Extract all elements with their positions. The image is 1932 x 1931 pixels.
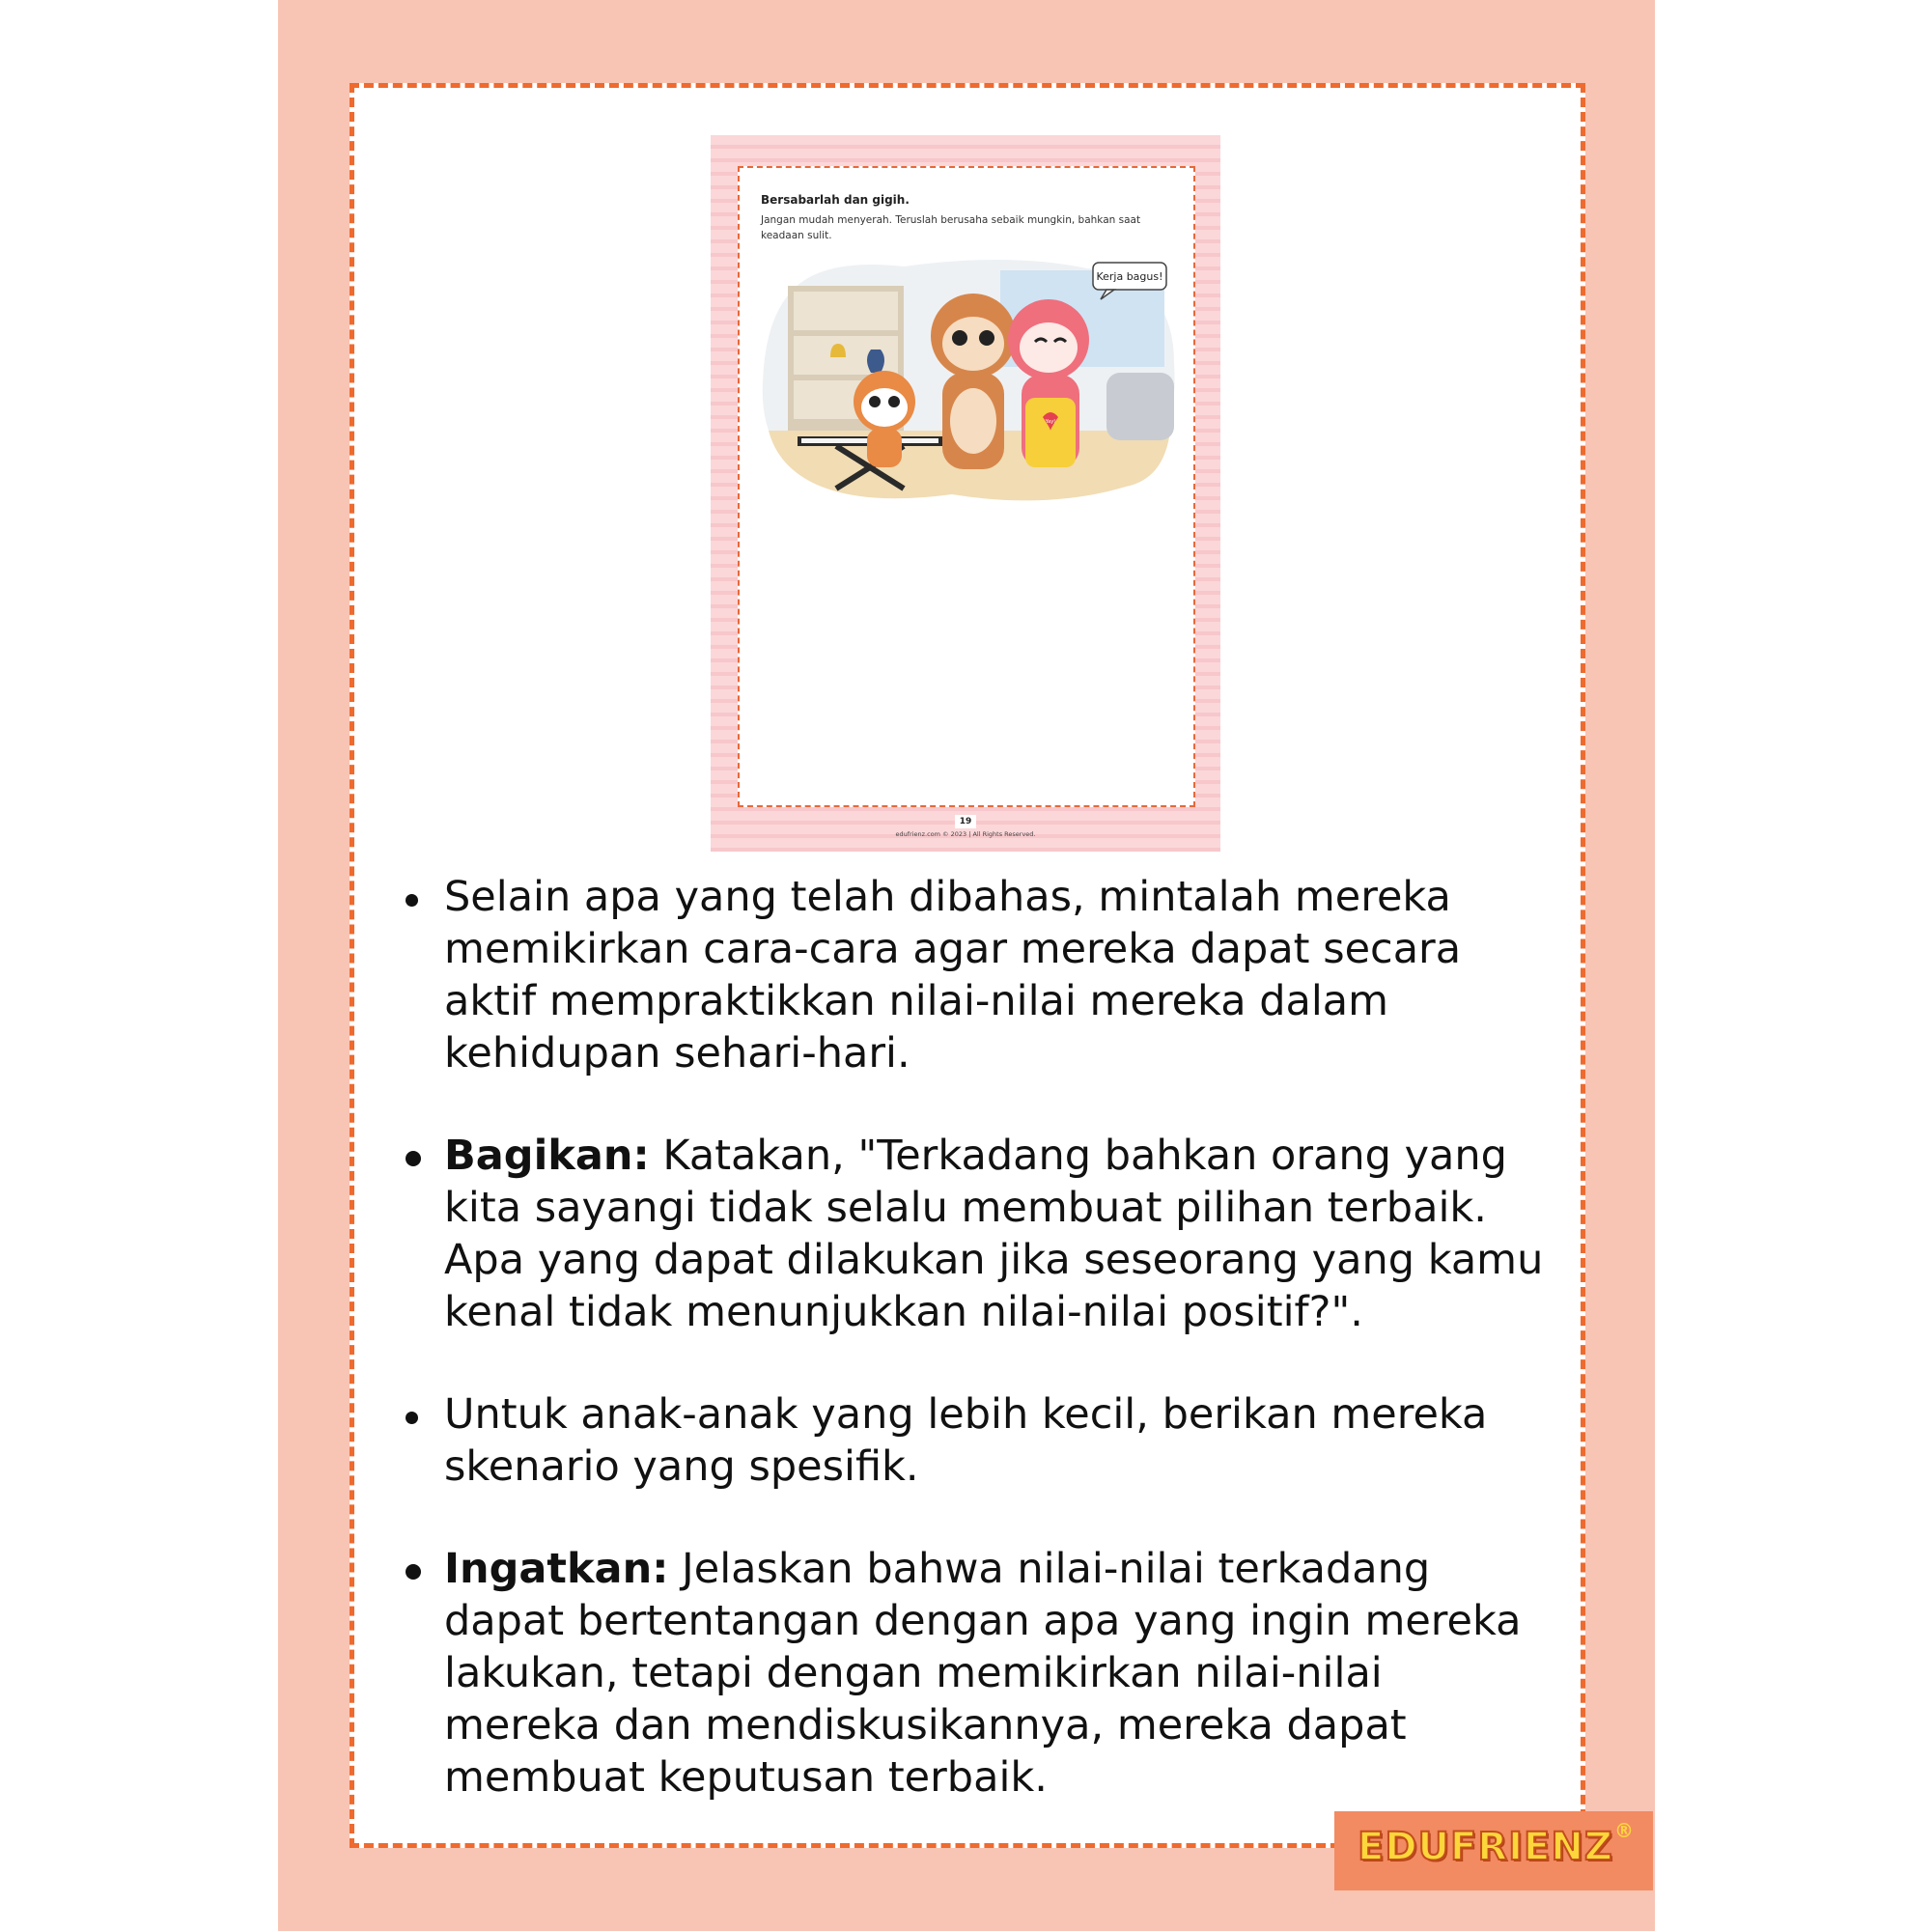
bullet-icon <box>406 1412 418 1424</box>
bullet-icon <box>406 1564 421 1580</box>
speech-text: Kerja bagus! <box>1096 270 1163 283</box>
list-item <box>406 871 1545 1079</box>
list-item <box>406 1388 1545 1493</box>
bullet-icon <box>406 894 418 907</box>
list-item-text: Untuk anak-anak yang lebih kecil, berikan mereka skenario yang spesifik. <box>444 1390 1488 1491</box>
worksheet-inner-page <box>738 166 1195 807</box>
vase <box>867 350 884 373</box>
worksheet-footer: edufrienz.com © 2023 | All Rights Reserved. <box>895 830 1036 838</box>
family-illustration <box>759 257 1180 504</box>
list-item <box>406 1543 1545 1804</box>
edufrienz-logo <box>1334 1811 1653 1890</box>
registered-mark: ® <box>1614 1819 1634 1842</box>
worksheet-page-number: 19 <box>955 815 976 828</box>
sofa <box>1106 373 1174 440</box>
list-item-lead: Ingatkan: <box>444 1545 669 1593</box>
list-item-text: Katakan, "Terkadang bahkan orang yang kita sayangi tidak selalu membuat pilihan terbaik. Apa yang dapat dilakukan jika seseorang yang kamu kenal tidak menunjukkan nilai-nilai positif?". <box>444 1132 1544 1336</box>
list-item-text: Selain apa yang telah dibahas, mintalah mereka memikirkan cara-cara agar mereka dapat secara aktif mempraktikkan nilai-nilai mereka dalam kehidupan sehari-hari. <box>444 873 1462 1077</box>
worksheet-thumbnail <box>711 135 1220 852</box>
worksheet-title: Bersabarlah dan gigih. <box>761 193 910 207</box>
apron-text: Yay! <box>1045 419 1056 425</box>
list-item-text: Jelaskan bahwa nilai-nilai terkadang dapat bertentangan dengan apa yang ingin mereka lakukan, tetapi dengan memikirkan nilai-nilai mereka dan mendiskusikannya, mereka dapat membuat keputusan terbaik. <box>444 1545 1522 1802</box>
bullet-icon <box>406 1151 421 1166</box>
apron <box>1025 398 1076 467</box>
instruction-list <box>406 871 1545 1854</box>
list-item <box>406 1130 1545 1338</box>
list-item-lead: Bagikan: <box>444 1132 650 1180</box>
logo-text: EDUFRIENZ <box>1358 1825 1613 1869</box>
worksheet-body: Jangan mudah menyerah. Teruslah berusaha sebaik mungkin, bahkan saat keadaan sulit. <box>761 214 1141 241</box>
